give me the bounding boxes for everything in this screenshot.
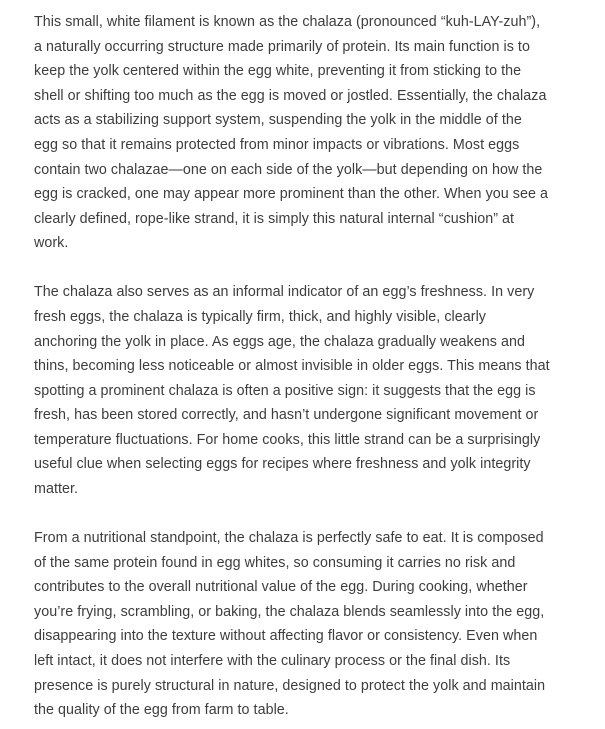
text-line: From a nutritional standpoint, the chalaza is perfectly safe to eat. It is composed xyxy=(34,530,544,547)
paragraph-nutrition xyxy=(34,526,594,723)
article-body xyxy=(34,10,594,723)
text-line: spotting a prominent chalaza is often a positive sign: it suggests that the egg is xyxy=(34,382,536,399)
text-line: disappearing into the texture without affecting flavor or consistency. Even when xyxy=(34,628,538,645)
text-line: useful clue when selecting eggs for recipes where freshness and yolk integrity xyxy=(34,456,531,473)
text-line: egg is cracked, one may appear more prominent than the other. When you see a xyxy=(34,186,549,203)
text-line: the quality of the egg from farm to table. xyxy=(34,702,289,719)
text-line: temperature fluctuations. For home cooks, this little strand can be a surprisingly xyxy=(34,431,541,448)
text-line: contain two chalazae—one on each side of the yolk—but depending on how the xyxy=(34,161,543,178)
paragraph-freshness-indicator xyxy=(34,280,594,501)
text-line: keep the yolk centered within the egg white, preventing it from sticking to the xyxy=(34,63,522,80)
text-line: acts as a stabilizing support system, suspending the yolk in the middle of the xyxy=(34,112,522,129)
text-line: presence is purely structural in nature, designed to protect the yolk and maintain xyxy=(34,677,546,694)
paragraph-chalaza-definition xyxy=(34,10,594,256)
text-line: matter. xyxy=(34,481,79,498)
text-line: The chalaza also serves as an informal indicator of an egg’s freshness. In very xyxy=(34,284,535,301)
text-line: anchoring the yolk in place. As eggs age, the chalaza gradually weakens and xyxy=(34,333,525,350)
text-line: This small, white filament is known as the chalaza (pronounced “kuh-LAY-zuh”), xyxy=(34,14,541,30)
text-line: fresh, has been stored correctly, and hasn’t undergone significant movement or xyxy=(34,407,539,424)
text-line: of the same protein found in egg whites, so consuming it carries no risk and xyxy=(34,554,516,571)
text-line: fresh eggs, the chalaza is typically firm, thick, and highly visible, clearly xyxy=(34,308,487,325)
text-line: shell or shifting too much as the egg is moved or jostled. Essentially, the chalaza xyxy=(34,87,547,104)
text-line: egg so that it remains protected from minor impacts or vibrations. Most eggs xyxy=(34,136,520,153)
text-line: work. xyxy=(34,235,69,252)
text-line: left intact, it does not interfere with the culinary process or the final dish. Its xyxy=(34,653,511,670)
text-line: thins, becoming less noticeable or almost invisible in older eggs. This means that xyxy=(34,358,550,375)
text-line: you’re frying, scrambling, or baking, the chalaza blends seamlessly into the egg, xyxy=(34,603,545,620)
text-line: contributes to the overall nutritional value of the egg. During cooking, whether xyxy=(34,579,528,596)
text-line: a naturally occurring structure made primarily of protein. Its main function is to xyxy=(34,38,530,55)
text-line: clearly defined, rope-like strand, it is simply this natural internal “cushion” at xyxy=(34,210,515,227)
